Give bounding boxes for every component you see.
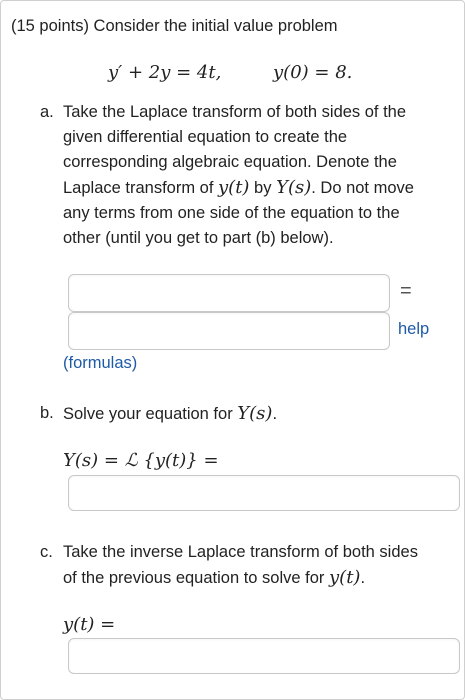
ivp-equation: y′ + 2y = 4t, [108,62,222,83]
formulas-link[interactable]: (formulas) [63,354,138,372]
help-link[interactable]: help [398,320,430,338]
part-b-answer-input[interactable] [68,475,460,511]
equals-sign: = [400,280,412,302]
part-c-answer-label: y(t) = [63,614,116,635]
part-b-marker: b. [40,404,54,422]
part-a-line-3: corresponding algebraic equation. Denote the [63,153,397,171]
math-Y-of-s: Y(s) [276,177,312,198]
part-b-text: Solve your equation for Y(s). [63,403,278,424]
part-c-line-2: of the previous equation to solve for y(t). [63,567,366,588]
part-b-answer-label: Y(s) = ℒ {y(t)} = [63,450,219,471]
part-c-marker: c. [40,543,53,561]
math-y-of-t-c: y(t) [329,567,361,588]
math-Y-of-s-b: Y(s) [237,403,273,424]
part-a-line-1: Take the Laplace transform of both sides of the [63,103,407,121]
part-a-marker: a. [40,103,54,121]
math-y-of-t: y(t) [218,177,250,198]
part-c-text [63,540,458,591]
part-a-text [63,100,458,251]
part-a-line-2: given differential equation to create the [63,128,348,146]
problem-header: (15 points) Consider the initial value problem [11,17,338,35]
rhs-transform-input[interactable] [68,312,390,350]
part-a-line-6: other (until you get to part (b) below). [63,229,334,247]
part-c-answer-input[interactable] [68,638,460,674]
part-c-line-1: Take the inverse Laplace transform of both sides [63,543,418,561]
part-a-line-4: Laplace transform of y(t) by Y(s). Do not move [63,177,414,198]
ivp-initial-condition: y(0) = 8. [273,62,353,83]
part-a-line-5: any terms from one side of the equation to the [63,204,400,222]
lhs-transform-input[interactable] [68,274,390,312]
